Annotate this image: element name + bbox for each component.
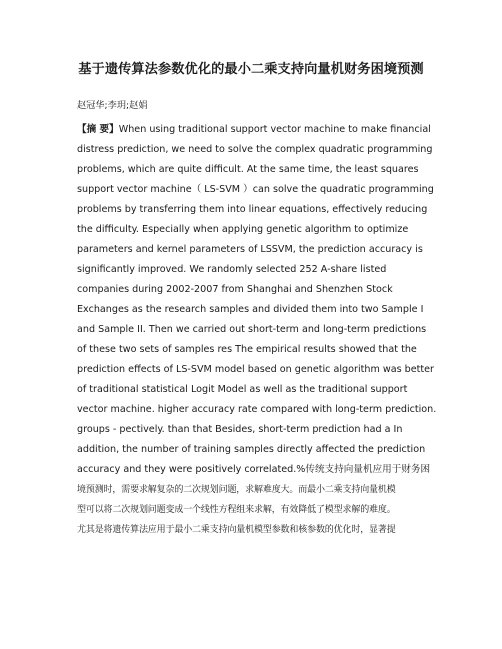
- abstract-line: 尤其是将遗传算法应用于最小二乘支持向量机模型参数和核参数的优化时，显著提: [77, 525, 396, 535]
- abstract-line: [77, 120, 437, 140]
- abstract-line: groups - pectively. than that Besides, short-term prediction had a In: [77, 424, 403, 435]
- abstract-line: problems by transferring them into linear equations, effectively reducing: [77, 204, 428, 215]
- abstract-line: distress prediction, we need to solve the complex quadratic programming: [77, 144, 433, 155]
- abstract-line: vector machine. higher accuracy rate compared with long-term prediction.: [77, 404, 437, 415]
- abstract-line: companies during 2002-2007 from Shanghai and Shenzhen Stock: [77, 284, 393, 295]
- abstract-line-text: When using traditional support vector machine to make financial: [118, 124, 431, 135]
- abstract-line: of traditional statistical Logit Model as well as the traditional support: [77, 384, 408, 395]
- abstract-line: problems, which are quite difficult. At the same time, the least squares: [77, 164, 419, 175]
- abstract-line: significantly improved. We randomly selected 252 A-share listed: [77, 264, 387, 275]
- abstract-line: and Sample II. Then we carried out short-term and long-term predictions: [77, 324, 427, 335]
- abstract-line: 型可以将二次规划问题变成一个线性方程组来求解，有效降低了模型求解的难度。: [77, 505, 396, 515]
- abstract-line: accuracy and they were positively correlated.%传统支持向量机应用于财务困: [77, 464, 431, 475]
- abstract-label: 【摘 要】: [77, 124, 119, 135]
- abstract-line: prediction effects of LS-SVM model based on genetic algorithm was better: [77, 364, 434, 375]
- abstract-line: the difficulty. Especially when applying genetic algorithm to optimize: [77, 224, 409, 235]
- abstract-line: of these two sets of samples res The empirical results showed that the: [77, 344, 417, 355]
- abstract-line: support vector machine（ LS-SVM ）can solve the quadratic programming: [77, 184, 434, 195]
- abstract-line: Exchanges as the research samples and divided them into two Sample I: [77, 304, 424, 315]
- abstract-line: addition, the number of training samples directly affected the prediction: [77, 444, 426, 455]
- abstract: [77, 120, 437, 540]
- abstract-line: parameters and kernel parameters of LSSVM, the prediction accuracy is: [77, 244, 423, 255]
- paper-title: 基于遗传算法参数优化的最小二乘支持向量机财务困境预测: [78, 62, 424, 77]
- author-list: 赵冠华;李玥;赵娟: [77, 100, 148, 111]
- abstract-line: 境预测时，需要求解复杂的二次规划问题，求解难度大。而最小二乘支持向量机模: [77, 485, 396, 495]
